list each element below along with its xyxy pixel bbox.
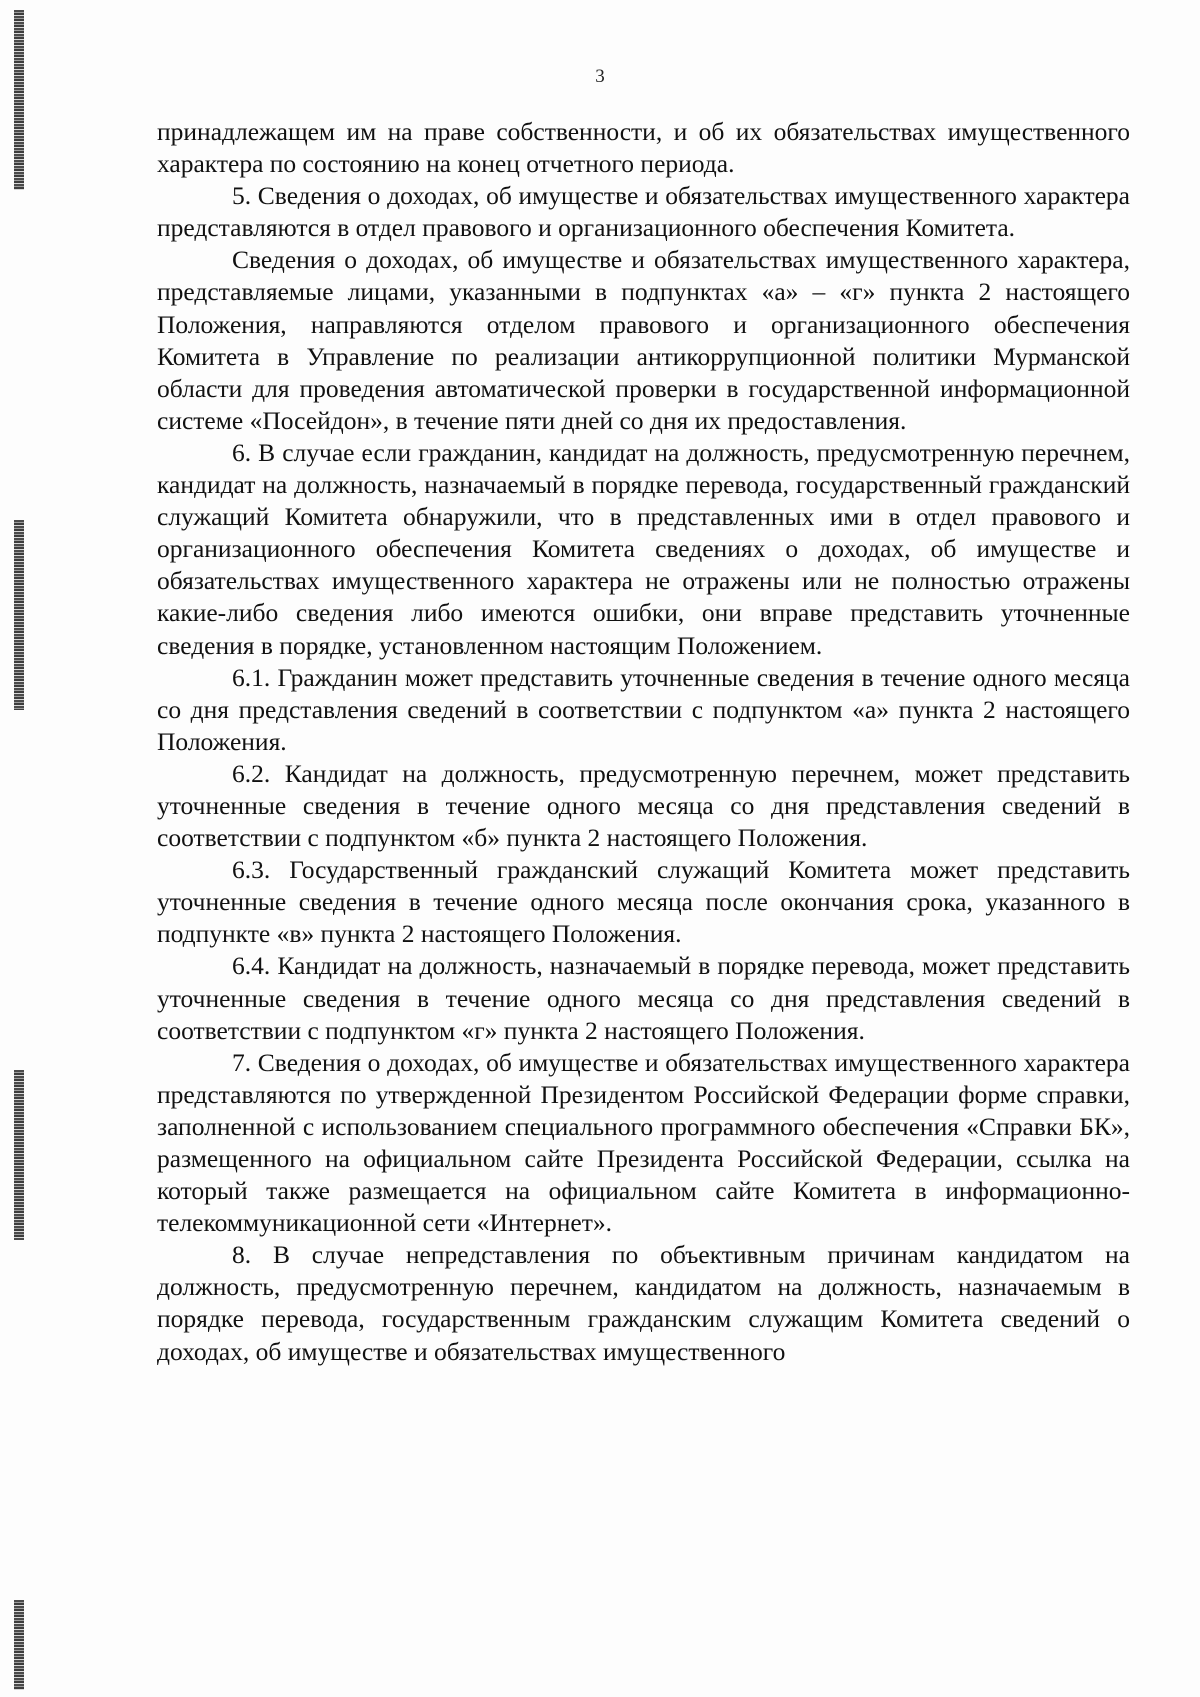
paragraph-item-7: 7. Сведения о доходах, об имуществе и обязательствах имущественного характера представляются по утвержденной Президентом Российской Федерации форме справки, заполненной с использованием специального программного обеспечения «Справки БК», размещенного на официальном сайте Президента Российской Федерации, ссылка на который также размещается на официальном сайте Комитета в информационно-телекоммуникационной сети «Интернет».: [157, 1047, 1130, 1238]
paragraph-continuation: принадлежащем им на праве собственности, и об их обязательствах имущественного характера по состоянию на конец отчетного периода.: [157, 117, 1130, 179]
scan-edge-mark: [14, 1070, 24, 1240]
paragraph-item-8: 8. В случае непредставления по объективным причинам кандидатом на должность, предусмотренную перечнем, кандидатом на должность, назначаемым в порядке перевода, государственным гражданским служащим Комитета сведений о доходах, об имуществе и обязательствах имущественного: [157, 1240, 1130, 1366]
paragraph-item-6-2: 6.2. Кандидат на должность, предусмотренную перечнем, может представить уточненные сведения в течение одного месяца со дня представления сведений в соответствии с подпунктом «б» пункта 2 настоящего Положения.: [157, 758, 1130, 853]
document-body: [157, 116, 1130, 1368]
scan-edge-mark: [14, 520, 24, 710]
paragraph-item-5-transfer: Сведения о доходах, об имуществе и обязательствах имущественного характера, представляемые лицами, указанными в подпунктах «а» – «г» пункта 2 настоящего Положения, направляются отделом правового и организационного обеспечения Комитета в Управление по реализации антикоррупционной политики Мурманской области для проведения автоматической проверки в государственной информационной системе «Посейдон», в течение пяти дней со дня их предоставления.: [157, 245, 1130, 435]
scan-edge-mark: [14, 10, 24, 190]
scan-edge-mark: [14, 1600, 24, 1690]
paragraph-item-5: 5. Сведения о доходах, об имуществе и обязательствах имущественного характера представляются в отдел правового и организационного обеспечения Комитета.: [157, 181, 1130, 243]
paragraph-item-6-1: 6.1. Гражданин может представить уточненные сведения в течение одного месяца со дня представления сведений в соответствии с подпунктом «а» пункта 2 настоящего Положения.: [157, 662, 1130, 756]
paragraph-item-6: 6. В случае если гражданин, кандидат на должность, предусмотренную перечнем, кандидат на должность, назначаемый в порядке перевода, государственный гражданский служащий Комитета обнаружили, что в представленных ими в отдел правового и организационного обеспечения Комитета сведениях о доходах, об имуществе и обязательствах имущественного характера не отражены или не полностью отражены какие-либо сведения либо имеются ошибки, они вправе представить уточненные сведения в порядке, установленном настоящим Положением.: [157, 437, 1130, 660]
page-number: 3: [595, 66, 605, 87]
paragraph-item-6-3: 6.3. Государственный гражданский служащий Комитета может представить уточненные сведения в течение одного месяца после окончания срока, указанного в подпункте «в» пункта 2 настоящего Положения.: [157, 855, 1130, 949]
paragraph-item-6-4: 6.4. Кандидат на должность, назначаемый в порядке перевода, может представить уточненные сведения в течение одного месяца со дня представления сведений в соответствии с подпунктом «г» пункта 2 настоящего Положения.: [157, 951, 1130, 1045]
